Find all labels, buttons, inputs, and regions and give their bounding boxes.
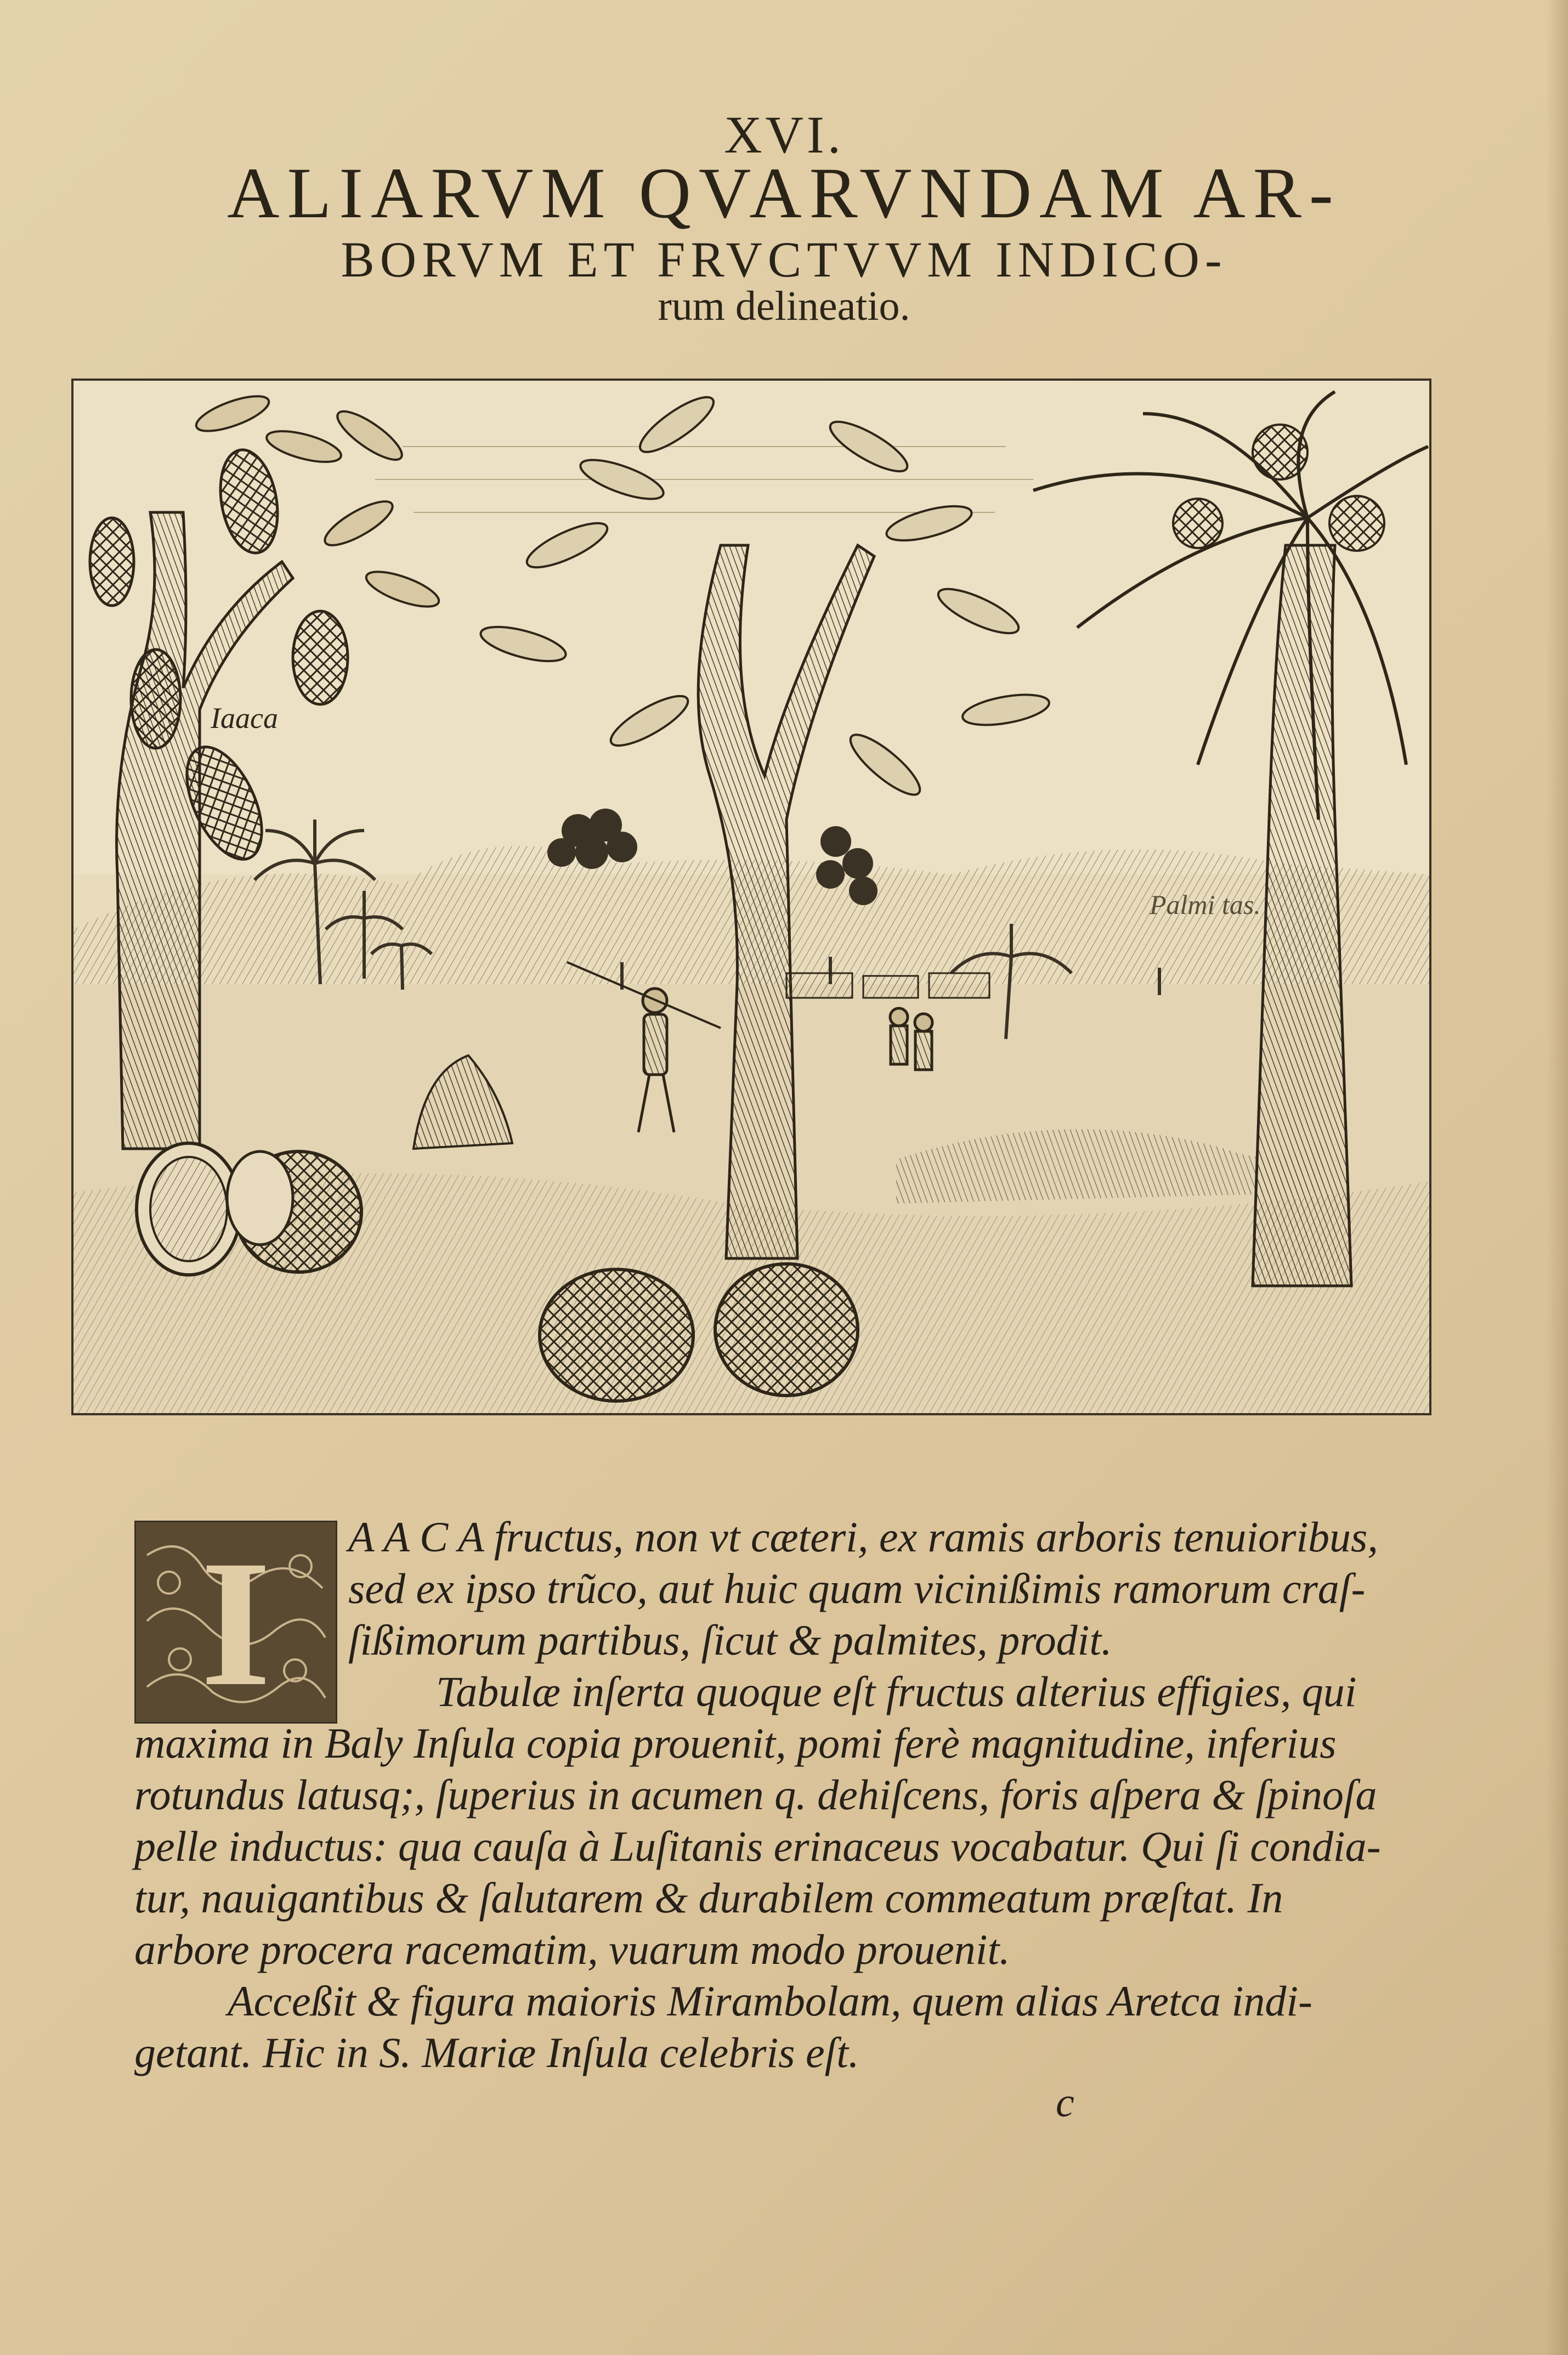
text-line: Acceßit & figura maioris Mirambolam, quem alias Aretca indi- bbox=[228, 1977, 1312, 2025]
distant-houses bbox=[786, 973, 989, 998]
text-line: rotundus latusq;, ſuperius in acumen q. dehiſcens, foris aſpera & ſpinoſa bbox=[134, 1771, 1377, 1819]
page-edge-shadow bbox=[1546, 0, 1568, 2355]
title-line-2: BORVM ET FRVCTVVM INDICO- bbox=[341, 231, 1227, 287]
plate-numeral: XVI. bbox=[724, 105, 844, 164]
text-line: sed ex ipso trũco, aut huic quam vicinißimis ramorum craſ- bbox=[348, 1565, 1366, 1612]
title-line-3: rum delineatio. bbox=[658, 283, 910, 329]
text-line: getant. Hic in S. Mariæ Inſula celebris eſt. bbox=[134, 2029, 859, 2076]
text-line: A A C A fructus, non vt cæteri, ex ramis arboris tenuioribus, bbox=[348, 1513, 1378, 1561]
title-line-1: ALIARVM QVARVNDAM AR- bbox=[227, 153, 1341, 233]
text-line: pelle inductus: qua cauſa à Luſitanis erinaceus vocabatur. Qui ſi condia- bbox=[134, 1822, 1381, 1870]
drop-cap-letter: I bbox=[200, 1523, 271, 1724]
label-palm: Palmi tas. bbox=[1150, 889, 1261, 920]
body-text bbox=[134, 1511, 1381, 2079]
label-jaca: Iaaca bbox=[211, 702, 278, 735]
text-line: tur, nauigantibus & ſalutarem & durabilem commeatum præſtat. In bbox=[134, 1874, 1283, 1922]
text-line: Tabulæ inſerta quoque eſt fructus alterius effigies, qui bbox=[436, 1668, 1357, 1715]
text-line: ſißimorum partibus, ſicut & palmites, prodit. bbox=[348, 1616, 1112, 1664]
engraving-illustration bbox=[71, 379, 1431, 1415]
signature-mark: c bbox=[1056, 2080, 1074, 2126]
text-line: maxima in Baly Inſula copia prouenit, pomi ferè magnitudine, inferius bbox=[134, 1719, 1337, 1767]
text-line: arbore procera racematim, vuarum modo prouenit. bbox=[134, 1925, 1010, 1973]
